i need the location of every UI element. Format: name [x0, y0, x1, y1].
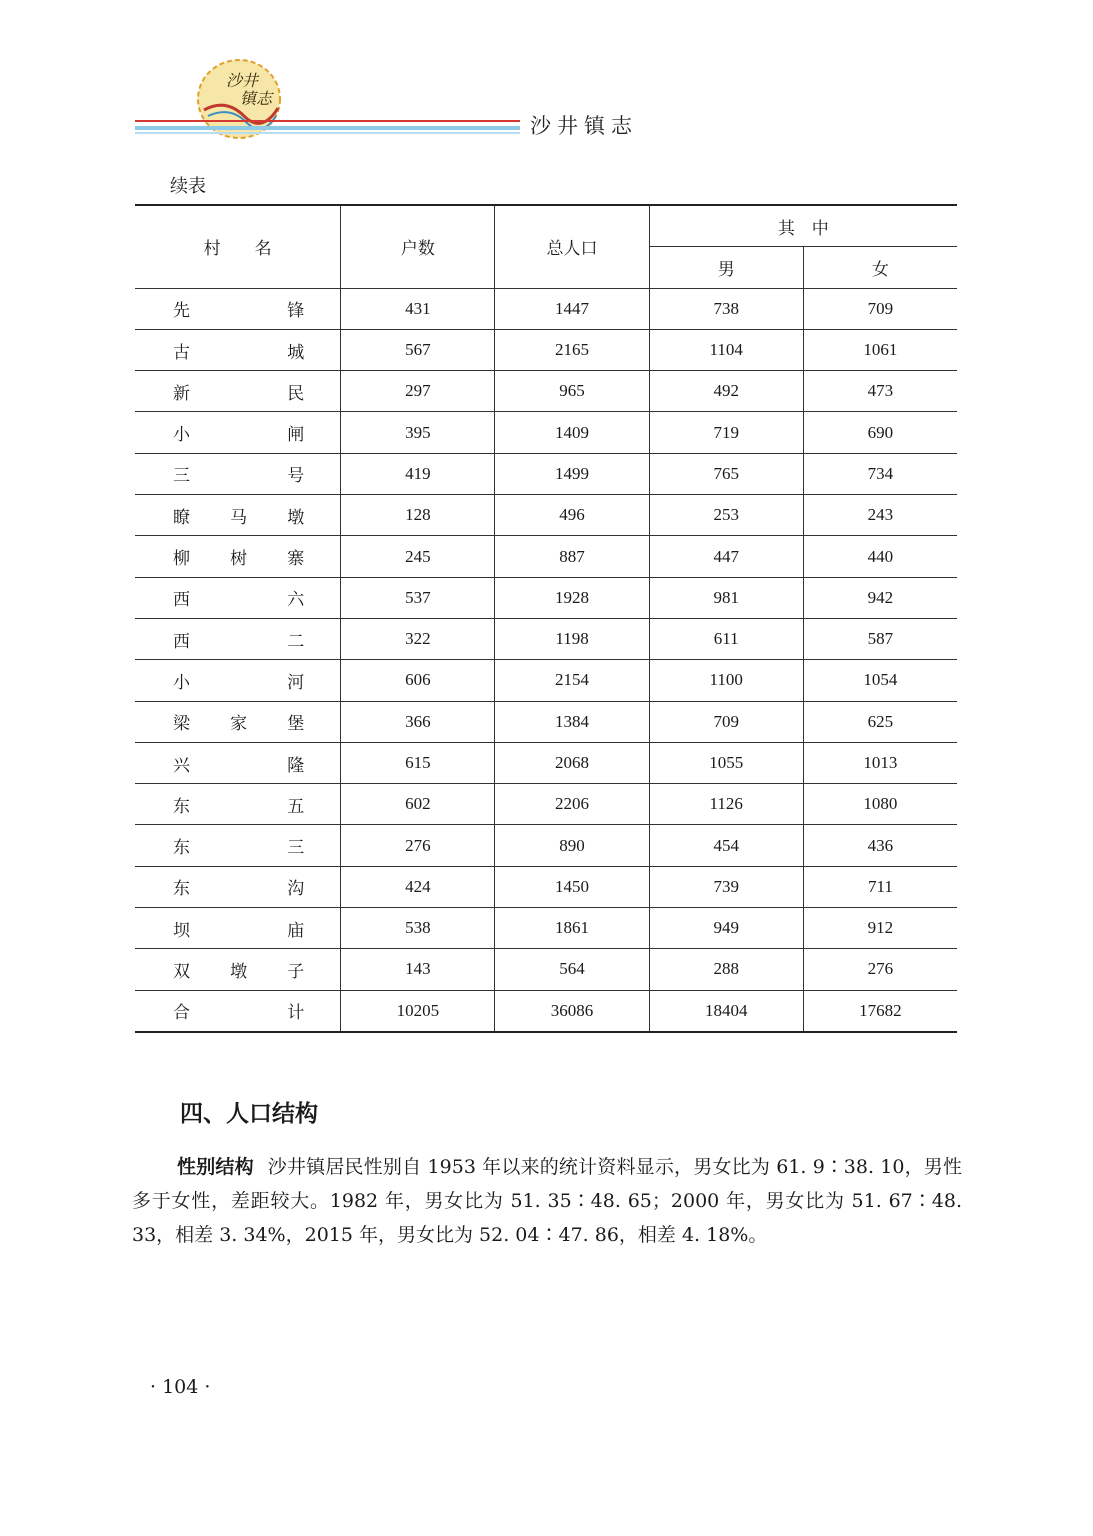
male-cell: 253 [649, 495, 803, 536]
male-cell: 1055 [649, 742, 803, 783]
table-row [135, 701, 957, 742]
header-rule-blue-light [135, 132, 520, 134]
households-cell: 128 [341, 495, 495, 536]
male-cell: 447 [649, 536, 803, 577]
village-name-char: 庙 [287, 920, 305, 940]
village-name-cell [135, 453, 341, 494]
village-name-cell [135, 288, 341, 329]
households-cell: 10205 [341, 990, 495, 1032]
population-table [135, 204, 957, 1033]
table-row [135, 825, 957, 866]
header-rule-blue [135, 126, 520, 130]
village-name-char: 马 [230, 507, 248, 527]
table-row [135, 949, 957, 990]
village-name-char: 墩 [287, 507, 305, 527]
households-cell: 322 [341, 618, 495, 659]
village-name-char: 号 [287, 466, 305, 486]
female-cell: 912 [803, 908, 957, 949]
male-cell: 288 [649, 949, 803, 990]
households-cell: 276 [341, 825, 495, 866]
village-name-char: 瞭 [173, 507, 190, 527]
village-name-cell [135, 990, 341, 1032]
village-name-char: 西 [173, 631, 190, 651]
female-cell: 243 [803, 495, 957, 536]
female-cell: 587 [803, 618, 957, 659]
table-row [135, 536, 957, 577]
households-cell: 567 [341, 329, 495, 370]
village-name-char: 新 [173, 383, 190, 403]
village-name-char: 东 [173, 838, 190, 858]
table-row [135, 990, 957, 1032]
table-row [135, 577, 957, 618]
table-row [135, 412, 957, 453]
male-cell: 1126 [649, 784, 803, 825]
village-name-char: 锋 [287, 301, 305, 321]
total-cell: 1928 [495, 577, 649, 618]
village-name-char: 城 [287, 342, 305, 362]
households-cell: 602 [341, 784, 495, 825]
table-row [135, 371, 957, 412]
village-name-char: 东 [173, 796, 190, 816]
female-cell: 690 [803, 412, 957, 453]
table-row [135, 660, 957, 701]
total-cell: 2068 [495, 742, 649, 783]
table-row [135, 288, 957, 329]
total-cell: 2154 [495, 660, 649, 701]
total-cell: 1499 [495, 453, 649, 494]
village-name-cell [135, 618, 341, 659]
village-name-char: 三 [173, 466, 190, 486]
village-name-char: 古 [173, 342, 190, 362]
female-cell: 711 [803, 866, 957, 907]
female-cell: 440 [803, 536, 957, 577]
female-cell: 276 [803, 949, 957, 990]
households-cell: 431 [341, 288, 495, 329]
households-cell: 419 [341, 453, 495, 494]
header-female: 女 [803, 247, 957, 288]
male-cell: 719 [649, 412, 803, 453]
total-cell: 2206 [495, 784, 649, 825]
households-cell: 366 [341, 701, 495, 742]
village-name-char: 隆 [287, 755, 305, 775]
households-cell: 297 [341, 371, 495, 412]
female-cell: 17682 [803, 990, 957, 1032]
village-name-cell [135, 866, 341, 907]
village-name-char: 子 [287, 961, 305, 981]
village-name-cell [135, 701, 341, 742]
paragraph-lead: 性别结构 [177, 1156, 254, 1178]
female-cell: 1054 [803, 660, 957, 701]
total-cell: 1450 [495, 866, 649, 907]
village-name-char: 先 [173, 301, 190, 321]
table-row [135, 618, 957, 659]
village-name-cell [135, 495, 341, 536]
village-name-cell [135, 536, 341, 577]
male-cell: 18404 [649, 990, 803, 1032]
village-name-char: 合 [173, 1003, 190, 1023]
village-name-char: 坝 [173, 920, 190, 940]
total-cell: 36086 [495, 990, 649, 1032]
village-name-char: 民 [287, 383, 305, 403]
village-name-char: 树 [230, 549, 248, 569]
header-total-population: 总人口 [495, 205, 649, 288]
total-cell: 887 [495, 536, 649, 577]
total-cell: 2165 [495, 329, 649, 370]
male-cell: 1104 [649, 329, 803, 370]
village-name-char: 闸 [287, 425, 305, 445]
header-rule-red [135, 120, 520, 122]
total-cell: 496 [495, 495, 649, 536]
village-name-cell [135, 329, 341, 370]
female-cell: 1080 [803, 784, 957, 825]
header-male: 男 [649, 247, 803, 288]
village-name-char: 柳 [173, 549, 190, 569]
total-cell: 965 [495, 371, 649, 412]
male-cell: 981 [649, 577, 803, 618]
female-cell: 942 [803, 577, 957, 618]
female-cell: 709 [803, 288, 957, 329]
table-row [135, 329, 957, 370]
male-cell: 738 [649, 288, 803, 329]
logo-text-bottom: 镇志 [240, 89, 273, 108]
female-cell: 1013 [803, 742, 957, 783]
total-cell: 1409 [495, 412, 649, 453]
male-cell: 492 [649, 371, 803, 412]
households-cell: 606 [341, 660, 495, 701]
households-cell: 615 [341, 742, 495, 783]
village-name-char: 墩 [230, 961, 248, 981]
village-name-cell [135, 949, 341, 990]
female-cell: 734 [803, 453, 957, 494]
table-continued-label: 续表 [170, 176, 206, 197]
page-number: · 104 · [150, 1376, 211, 1398]
village-name-char: 家 [230, 714, 248, 734]
female-cell: 436 [803, 825, 957, 866]
village-name-cell [135, 742, 341, 783]
female-cell: 473 [803, 371, 957, 412]
households-cell: 537 [341, 577, 495, 618]
village-name-char: 六 [287, 590, 305, 610]
logo-text-top: 沙井 [226, 71, 259, 90]
village-name-cell [135, 825, 341, 866]
header-of-which: 其 中 [649, 205, 957, 247]
sex-structure-paragraph [132, 1150, 962, 1252]
section-heading: 四、人口结构 [180, 1101, 318, 1127]
village-name-cell [135, 412, 341, 453]
male-cell: 709 [649, 701, 803, 742]
households-cell: 424 [341, 866, 495, 907]
total-cell: 890 [495, 825, 649, 866]
village-name-char: 小 [173, 672, 190, 692]
village-name-char: 西 [173, 590, 190, 610]
total-cell: 1861 [495, 908, 649, 949]
male-cell: 611 [649, 618, 803, 659]
households-cell: 395 [341, 412, 495, 453]
village-name-cell [135, 577, 341, 618]
male-cell: 1100 [649, 660, 803, 701]
table-row [135, 742, 957, 783]
village-name-char: 双 [173, 961, 190, 981]
households-cell: 143 [341, 949, 495, 990]
female-cell: 625 [803, 701, 957, 742]
village-name-char: 梁 [173, 714, 190, 734]
households-cell: 538 [341, 908, 495, 949]
village-name-cell [135, 371, 341, 412]
total-cell: 1384 [495, 701, 649, 742]
village-name-char: 沟 [287, 879, 305, 899]
male-cell: 454 [649, 825, 803, 866]
table-row [135, 866, 957, 907]
village-name-cell [135, 660, 341, 701]
village-name-char: 堡 [287, 714, 305, 734]
village-name-char: 计 [287, 1003, 305, 1023]
header-households: 户数 [341, 205, 495, 288]
table-row [135, 495, 957, 536]
village-name-char: 三 [287, 838, 305, 858]
table-row [135, 453, 957, 494]
village-name-cell [135, 784, 341, 825]
male-cell: 949 [649, 908, 803, 949]
male-cell: 765 [649, 453, 803, 494]
village-name-char: 寨 [287, 549, 305, 569]
total-cell: 1447 [495, 288, 649, 329]
male-cell: 739 [649, 866, 803, 907]
village-name-cell [135, 908, 341, 949]
table-row [135, 784, 957, 825]
village-name-char: 兴 [173, 755, 190, 775]
total-cell: 564 [495, 949, 649, 990]
village-name-char: 五 [287, 796, 305, 816]
total-cell: 1198 [495, 618, 649, 659]
running-title: 沙井镇志 [530, 114, 638, 138]
households-cell: 245 [341, 536, 495, 577]
paragraph-body: 沙井镇居民性别自 1953 年以来的统计资料显示，男女比为 61. 9∶38. 10，男性多于女性，差距较大。1982 年，男女比为 51. 35∶48. 65；2000 年，男女比为 51. 67∶48. 33，相差 3. 34%，2015 年，男女比为 52. 04∶47. 86，相差 4. 18%。 [132, 1156, 962, 1246]
village-name-char: 小 [173, 425, 190, 445]
village-name-char: 二 [287, 631, 305, 651]
table-row [135, 908, 957, 949]
female-cell: 1061 [803, 329, 957, 370]
village-name-char: 东 [173, 879, 190, 899]
village-name-char: 河 [287, 672, 305, 692]
header-village-name: 村 名 [135, 205, 341, 288]
